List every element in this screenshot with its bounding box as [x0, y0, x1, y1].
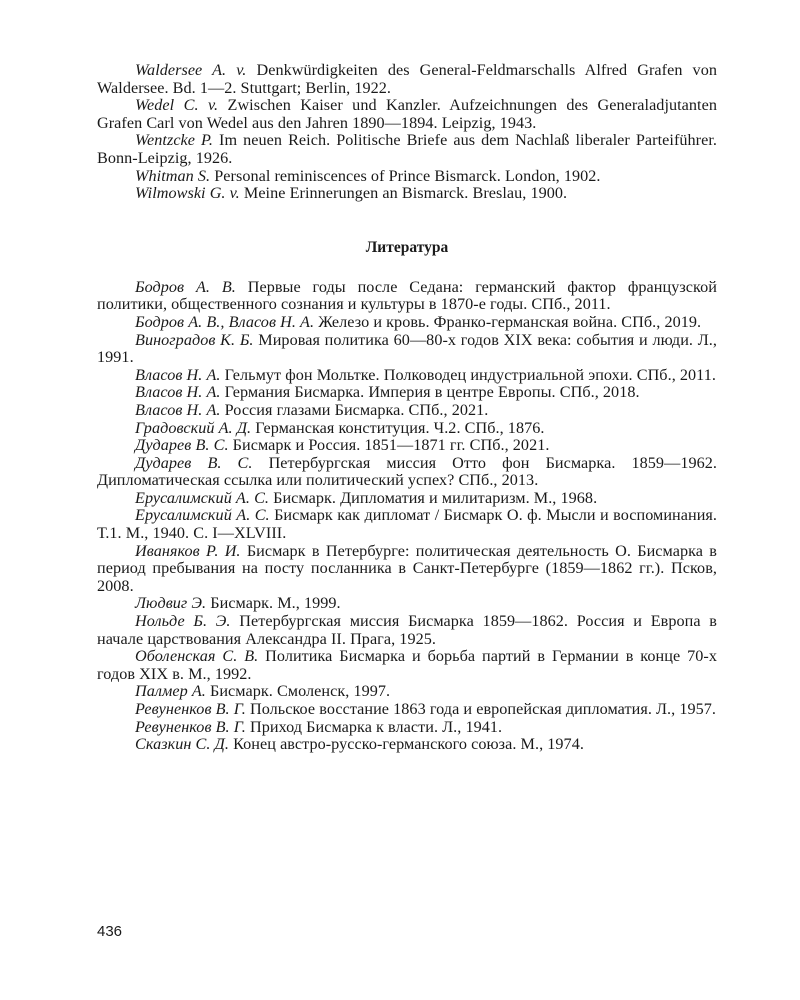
entry-text: Гельмут фон Мольтке. Полководец индустриальной эпохи. СПб., 2011. [224, 365, 716, 384]
entry-text: Personal reminiscences of Prince Bismarck. London, 1902. [214, 166, 601, 185]
bibliography-entry [97, 648, 717, 683]
entry-text: Петербургская миссия Бисмарка 1859—1862. Россия и Европа в начале царствования Александра II. Прага, 1925. [97, 612, 717, 648]
entry-text: Политика Бисмарка и борьба партий в Германии в конце 70-х годов XIX в. М., 1992. [97, 647, 717, 683]
bibliography-entry [97, 683, 717, 701]
bibliography-entry [97, 613, 717, 648]
entry-text: Германская конституция. Ч.2. СПб., 1876. [255, 418, 545, 437]
entry-author: Бодров А. В., Власов Н. А. [135, 312, 315, 331]
bibliography-entry [97, 420, 717, 438]
entry-text: Бисмарк. Смоленск, 1997. [210, 682, 391, 701]
entry-author: Ерусалимский А. С. [135, 506, 270, 525]
bibliography-entry [97, 132, 717, 167]
entry-text: Denkwürdigkeiten des General-Feldmarschalls Alfred Grafen von Waldersee. Bd. 1—2. Stuttgart; Berlin, 1922. [97, 61, 717, 97]
entry-author: Сказкин С. Д. [135, 735, 230, 754]
bibliography-entry [97, 490, 717, 508]
bibliography-entry [97, 736, 717, 754]
entry-text: Бисмарк как дипломат / Бисмарк О. ф. Мысли и воспоминания. Т.1. М., 1940. С. I—XLVIII. [97, 506, 718, 543]
entry-author: Градовский А. Д. [135, 418, 252, 437]
bibliography-entry [97, 168, 717, 186]
literature-list [97, 279, 717, 754]
entry-author: Иваняков Р. И. [135, 541, 241, 560]
bibliography-entry [97, 507, 717, 542]
bibliography-entry [97, 402, 717, 420]
entry-author: Власов Н. А. [135, 383, 221, 402]
entry-author: Палмер А. [135, 682, 206, 701]
entry-author: Людвиг Э. [135, 594, 207, 613]
entry-author: Дударев В. С. [135, 453, 253, 472]
entry-text: Бисмарк и Россия. 1851—1871 гг. СПб., 2021. [232, 436, 550, 455]
bibliography-entry [97, 279, 717, 314]
entry-author: Wilmowski G. v. [135, 184, 240, 203]
bibliography-entry [97, 719, 717, 737]
entry-author: Whitman S. [135, 166, 211, 185]
entry-author: Wedel C. v. [135, 96, 219, 115]
entry-author: Власов Н. А. [135, 400, 221, 419]
entry-text: Мировая политика 60—80-х годов XIX века: события и люди. Л., 1991. [97, 330, 718, 367]
entry-text: Meine Erinnerungen an Bismarck. Breslau, 1900. [243, 184, 568, 203]
entry-author: Бодров А. В. [135, 277, 236, 296]
entry-author: Власов Н. А. [135, 365, 221, 384]
sources-list [97, 62, 717, 203]
entry-text: Бисмарк. М., 1999. [210, 594, 341, 613]
bibliography-entry [97, 595, 717, 613]
entry-author: Wentzcke P. [135, 131, 214, 150]
bibliography-entry [97, 384, 717, 402]
entry-text: Петербургская миссия Отто фон Бисмарка. 1859—1962. Дипломатическая ссылка или политический успех? СПб., 2013. [97, 453, 717, 490]
entry-author: Ревуненков В. Г. [135, 717, 246, 736]
entry-author: Ерусалимский А. С. [135, 488, 270, 507]
entry-text: Zwischen Kaiser und Kanzler. Aufzeichnungen des Generaladjutanten Grafen Carl von Wedel aus den Jahren 1890—1894. Leipzig, 1943. [97, 96, 717, 132]
bibliography-entry [97, 62, 717, 97]
entry-author: Нольде Б. Э. [135, 612, 231, 631]
bibliography-entry [97, 543, 717, 596]
entry-text: Россия глазами Бисмарка. СПб., 2021. [224, 400, 489, 419]
entry-author: Waldersee A. v. [135, 61, 247, 79]
entry-text: Польское восстание 1863 года и европейская дипломатия. Л., 1957. [250, 700, 717, 718]
bibliography-page [97, 62, 717, 754]
bibliography-entry [97, 97, 717, 132]
section-heading: Литература [365, 238, 449, 256]
entry-author: Ревуненков В. Г. [135, 700, 246, 718]
bibliography-entry [97, 314, 717, 332]
entry-text: Железо и кровь. Франко-германская война. СПб., 2019. [318, 312, 702, 331]
entry-text: Приход Бисмарка к власти. Л., 1941. [250, 717, 503, 736]
entry-text: Бисмарк. Дипломатия и милитаризм. М., 1968. [273, 488, 598, 507]
entry-author: Виноградов К. Б. [135, 330, 254, 349]
bibliography-entry [97, 437, 717, 455]
bibliography-entry [97, 701, 717, 719]
entry-text: Im neuen Reich. Politische Briefe aus dem Nachlaß liberaler Parteiführer. Bonn-Leipzig, 1926. [97, 131, 717, 167]
entry-text: Первые годы после Седана: германский фактор французской политики, общественного сознания и культуры в 1870-е годы. СПб., 2011. [97, 277, 717, 314]
bibliography-entry [97, 367, 717, 385]
entry-author: Дударев В. С. [135, 436, 229, 455]
entry-text: Германия Бисмарка. Империя в центре Европы. СПб., 2018. [224, 383, 640, 402]
bibliography-entry [97, 185, 717, 203]
bibliography-entry [97, 455, 717, 490]
entry-text: Конец австро-русско-германского союза. М., 1974. [233, 735, 584, 754]
entry-author: Оболенская С. В. [135, 647, 259, 666]
bibliography-entry [97, 332, 717, 367]
entry-text: Бисмарк в Петербурге: политическая деятельность О. Бисмарка в период пребывания на посту посланника в Санкт-Петербурге (1859—1862 гг.). Псков, 2008. [97, 541, 717, 595]
page-number: 436 [97, 923, 123, 940]
